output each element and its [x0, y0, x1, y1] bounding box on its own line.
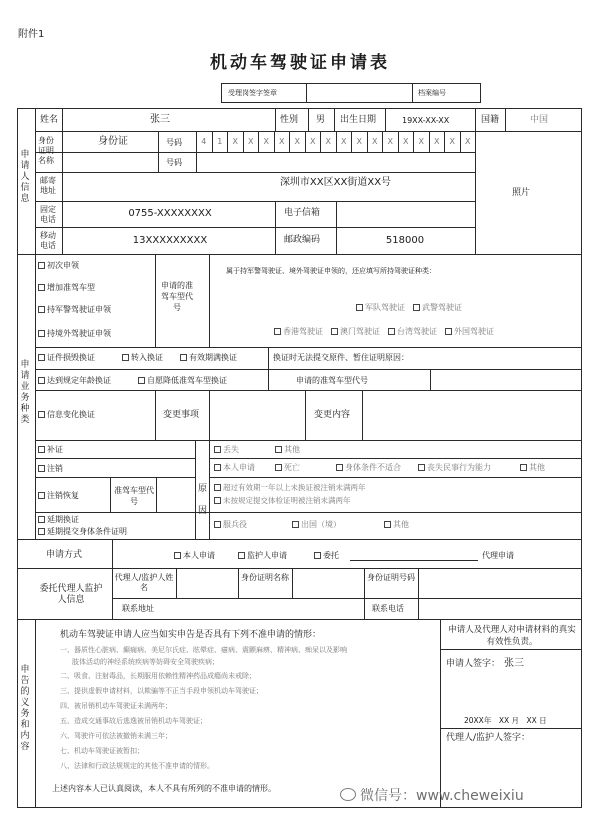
vehicle-code-label: 准驾车型代号 [114, 486, 154, 506]
nationality-value: 中国 [530, 115, 549, 125]
id-digit-cell: X [444, 131, 460, 152]
sign-value: 张三 [504, 658, 524, 669]
gender-label: 性别 [280, 115, 299, 125]
incapacity-text: 丧失民事行为能力 [427, 463, 491, 472]
age-replace-text: 达到规定年龄换证 [47, 376, 111, 385]
business-section-label: 申请业务种类 [20, 360, 30, 425]
agent-address-label: 联系地址 [122, 604, 154, 613]
self-apply-cancel-option[interactable] [214, 464, 255, 472]
notice-item5: 五、造成交通事故后逃逸被吊销机动车驾驶证； [60, 717, 207, 725]
other-text: 其他 [284, 445, 300, 454]
notice-item2: 二、吸食、注射毒品，长期服用依赖性精神药品成瘾尚未戒除； [60, 672, 256, 680]
watermark [340, 788, 524, 803]
death-text: 死亡 [284, 463, 300, 472]
lost-option[interactable] [214, 446, 239, 454]
notice-item1b: 肢体活动的神经系统疾病等妨碍安全驾驶疾病； [72, 658, 219, 666]
add-type-text: 增加准驾车型 [47, 283, 95, 292]
unfit-text: 身体条件不适合 [345, 463, 401, 472]
method-entrust-option[interactable] [314, 552, 339, 560]
receiving-signature-label: 受理岗签字签章 [228, 89, 277, 97]
transfer-text: 转入换证 [131, 353, 163, 362]
agent-section-label: 委托代理人监护人信息 [39, 584, 103, 605]
other2-text: 其他 [529, 463, 545, 472]
military-service-text: 服兵役 [223, 520, 247, 529]
id-digit-cell: X [429, 131, 445, 152]
expiry-text: 有效期满换证 [189, 353, 237, 362]
phone-value: 0755-XXXXXXXX [128, 208, 212, 219]
method-guardian-option[interactable] [238, 552, 287, 560]
extend-option[interactable] [38, 516, 79, 524]
sign-label: 申请人签字： [446, 659, 501, 669]
no-health-cert-text: 未按规定提交体检证明被注销未满两年 [223, 496, 351, 505]
agent-id-no-label: 身份证明号码 [367, 573, 415, 582]
reissue-text: 补证 [47, 445, 63, 454]
armed-police-license-text: 武警驾驶证 [422, 303, 462, 312]
first-apply-text: 初次申领 [47, 261, 79, 270]
agent-apply-label: 代理申请 [482, 551, 514, 560]
nationality-label: 国籍 [481, 115, 500, 125]
notice-item8: 八、法律和行政法规规定的其他不准申请的情形。 [60, 762, 214, 770]
mail-addr-label: 邮寄地址 [40, 176, 56, 195]
method-label: 申请方式 [46, 550, 83, 560]
foreign-types [274, 328, 494, 336]
info-change-text: 信息变化换证 [47, 410, 95, 419]
postcode-value: 518000 [385, 235, 425, 246]
first-apply-option[interactable] [38, 262, 79, 270]
notice-item1a: 一、器质性心脏病、癫痫病、美尼尔氏症、眩晕症、癔病、震颤麻痹、精神病、痴呆以及影响 [60, 646, 347, 654]
notice-item6: 六、驾驶许可依法被撤销未满三年； [60, 732, 172, 740]
number-label: 号码 [166, 138, 182, 147]
applicant-section-label: 申请人信息 [20, 150, 30, 204]
id-digit-cell: X [367, 131, 383, 152]
id-digit-cell: X [413, 131, 429, 152]
responsibility-note: 申请人及代理人对申请材料的真实有效性负责。 [448, 625, 576, 647]
attachment-label: 附件1 [18, 29, 45, 40]
id-doc-value: 身份证 [98, 136, 128, 147]
method-self-text: 本人申请 [183, 551, 215, 560]
add-type-option[interactable] [38, 284, 95, 292]
agent-phone-label: 联系电话 [372, 604, 404, 613]
agent-name-label: 代理人/监护人姓名 [114, 573, 174, 592]
self-apply-cancel-text: 本人申请 [223, 463, 255, 472]
mobile-label: 移动电话 [40, 231, 56, 250]
name-label: 姓名 [40, 115, 59, 125]
lost-replace-option[interactable] [38, 354, 95, 362]
name-value: 张三 [150, 114, 170, 125]
death-option[interactable] [275, 464, 300, 472]
military-text: 持军警驾驶证申领 [47, 305, 111, 314]
restore-text: 注销恢复 [47, 491, 79, 500]
number-label-2: 号码 [166, 158, 182, 167]
abroad-option[interactable] [292, 521, 341, 529]
sign-date: 20XX年 XX 月 XX 日 [464, 716, 547, 725]
id-digit-cell: X [305, 131, 321, 152]
id-digit-cell: X [460, 131, 476, 152]
expiry-option[interactable] [180, 354, 237, 362]
lost-replace-text: 证件损毁换证 [47, 353, 95, 362]
phone-label: 固定电话 [40, 205, 56, 224]
change-content-label: 变更内容 [314, 410, 351, 420]
other3-text: 其他 [393, 520, 409, 529]
age-replace-option[interactable] [38, 377, 111, 385]
postcode-label: 邮政编码 [284, 235, 321, 245]
unfit-option[interactable] [336, 464, 401, 472]
id-doc-label: 身份证明名称 [38, 136, 54, 165]
restore-option[interactable] [38, 492, 79, 500]
mail-addr-value [196, 178, 475, 188]
notice-intro: 机动车驾驶证申请人应当如实申告是否具有下列不准申请的情形： [60, 630, 322, 640]
lost-text: 丢失 [223, 445, 239, 454]
id-digit-cell: X [274, 131, 290, 152]
notice-item7: 七、机动车驾驶证被暂扣； [60, 747, 144, 755]
no-submit-reason-label: 换证时无法提交原件、暂住证明原因： [273, 353, 409, 362]
notice-section-label: 申告的义务和内容 [20, 665, 30, 752]
id-digit-cell: X [351, 131, 367, 152]
military-types [356, 304, 462, 312]
id-number-grid [196, 131, 475, 152]
id-digit-cell: X [398, 131, 414, 152]
cancel-text: 注销 [47, 464, 63, 473]
extend-health-text: 延期提交身体条件证明 [47, 527, 127, 536]
watermark-text: 微信号：www.cheweixiu [360, 788, 524, 804]
foreign-option[interactable] [38, 330, 111, 338]
other3-option[interactable] [384, 521, 409, 529]
army-license-text: 军队驾驶证 [365, 303, 405, 312]
overdue-text: 超过有效期一年以上未换证被注销未满两年 [223, 483, 366, 492]
agent-sign-label: 代理人/监护人签字： [446, 733, 531, 743]
vehicle-type-label: 申请的准驾车型代号 [161, 281, 193, 312]
method-entrust-text: 委托 [323, 551, 339, 560]
military-service-option[interactable] [214, 521, 247, 529]
id-digit-cell: X [289, 131, 305, 152]
info-change-option[interactable] [38, 411, 95, 419]
id-digit-cell: 4 [201, 137, 207, 146]
photo-label: 照片 [512, 188, 531, 198]
extend-text: 延期换证 [47, 515, 79, 524]
notice-conclusion: 上述内容本人已认真阅读，本人不具有所列的不准申请的情形。 [52, 784, 276, 793]
cancel-option[interactable] [38, 465, 63, 473]
id-digit-cell: X [227, 131, 243, 152]
wechat-icon [340, 788, 356, 801]
method-self-option[interactable] [174, 552, 215, 560]
id-digit-cell: X [258, 131, 274, 152]
applied-type-code-label: 申请的准驾车型代号 [296, 376, 368, 385]
method-guardian-text: 监护人申请 [247, 551, 287, 560]
agent-id-name-label: 身份证明名称 [241, 573, 289, 582]
foreign-license-text: 外国驾驶证 [454, 327, 494, 336]
id-digit-cell: X [243, 131, 259, 152]
macau-license-text: 澳门驾驶证 [340, 327, 380, 336]
notice-item3: 三、提供虚假申请材料，以欺骗等不正当手段申领机动车驾驶证； [60, 687, 263, 695]
birth-label: 出生日期 [340, 115, 377, 125]
no-health-cert-option[interactable] [214, 497, 351, 505]
mobile-value: 13XXXXXXXXX [132, 235, 208, 246]
foreign-text: 持境外驾驶证申领 [47, 329, 111, 338]
abroad-text: 出国（境） [301, 520, 341, 529]
other2-option[interactable] [520, 464, 545, 472]
id-digit-cell: 1 [212, 131, 228, 152]
hk-license-text: 香港驾驶证 [283, 327, 323, 336]
downgrade-option[interactable] [138, 377, 227, 385]
birth-value: 19XX-XX-XX [402, 116, 450, 125]
notice-item4: 四、被吊销机动车驾驶证未满两年； [60, 702, 172, 710]
taiwan-license-text: 台湾驾驶证 [397, 327, 437, 336]
file-number-label: 档案编号 [418, 89, 446, 97]
extend-health-option[interactable] [38, 528, 127, 536]
military-option[interactable] [38, 306, 111, 314]
email-label: 电子信箱 [284, 208, 321, 218]
overdue-option[interactable] [214, 484, 366, 492]
downgrade-text: 自愿降低准驾车型换证 [147, 376, 227, 385]
id-digit-cell: X [336, 131, 352, 152]
reissue-option[interactable] [38, 446, 63, 454]
id-digit-cell: X [382, 131, 398, 152]
mail-addr-text: 深圳市XX区XX街道XX号 [279, 177, 392, 188]
change-item-label: 变更事项 [163, 410, 200, 420]
transfer-option[interactable] [122, 354, 163, 362]
gender-value: 男 [316, 115, 326, 125]
military-note: 属于持军警驾驶证、境外驾驶证申领的，还应填写所持驾驶证种类： [226, 267, 436, 275]
id-digit-cell: X [320, 131, 336, 152]
reason-label: 原因 [198, 484, 208, 516]
page-title: 机动车驾驶证申请表 [210, 53, 390, 73]
other-option[interactable] [275, 446, 300, 454]
incapacity-option[interactable] [418, 464, 491, 472]
